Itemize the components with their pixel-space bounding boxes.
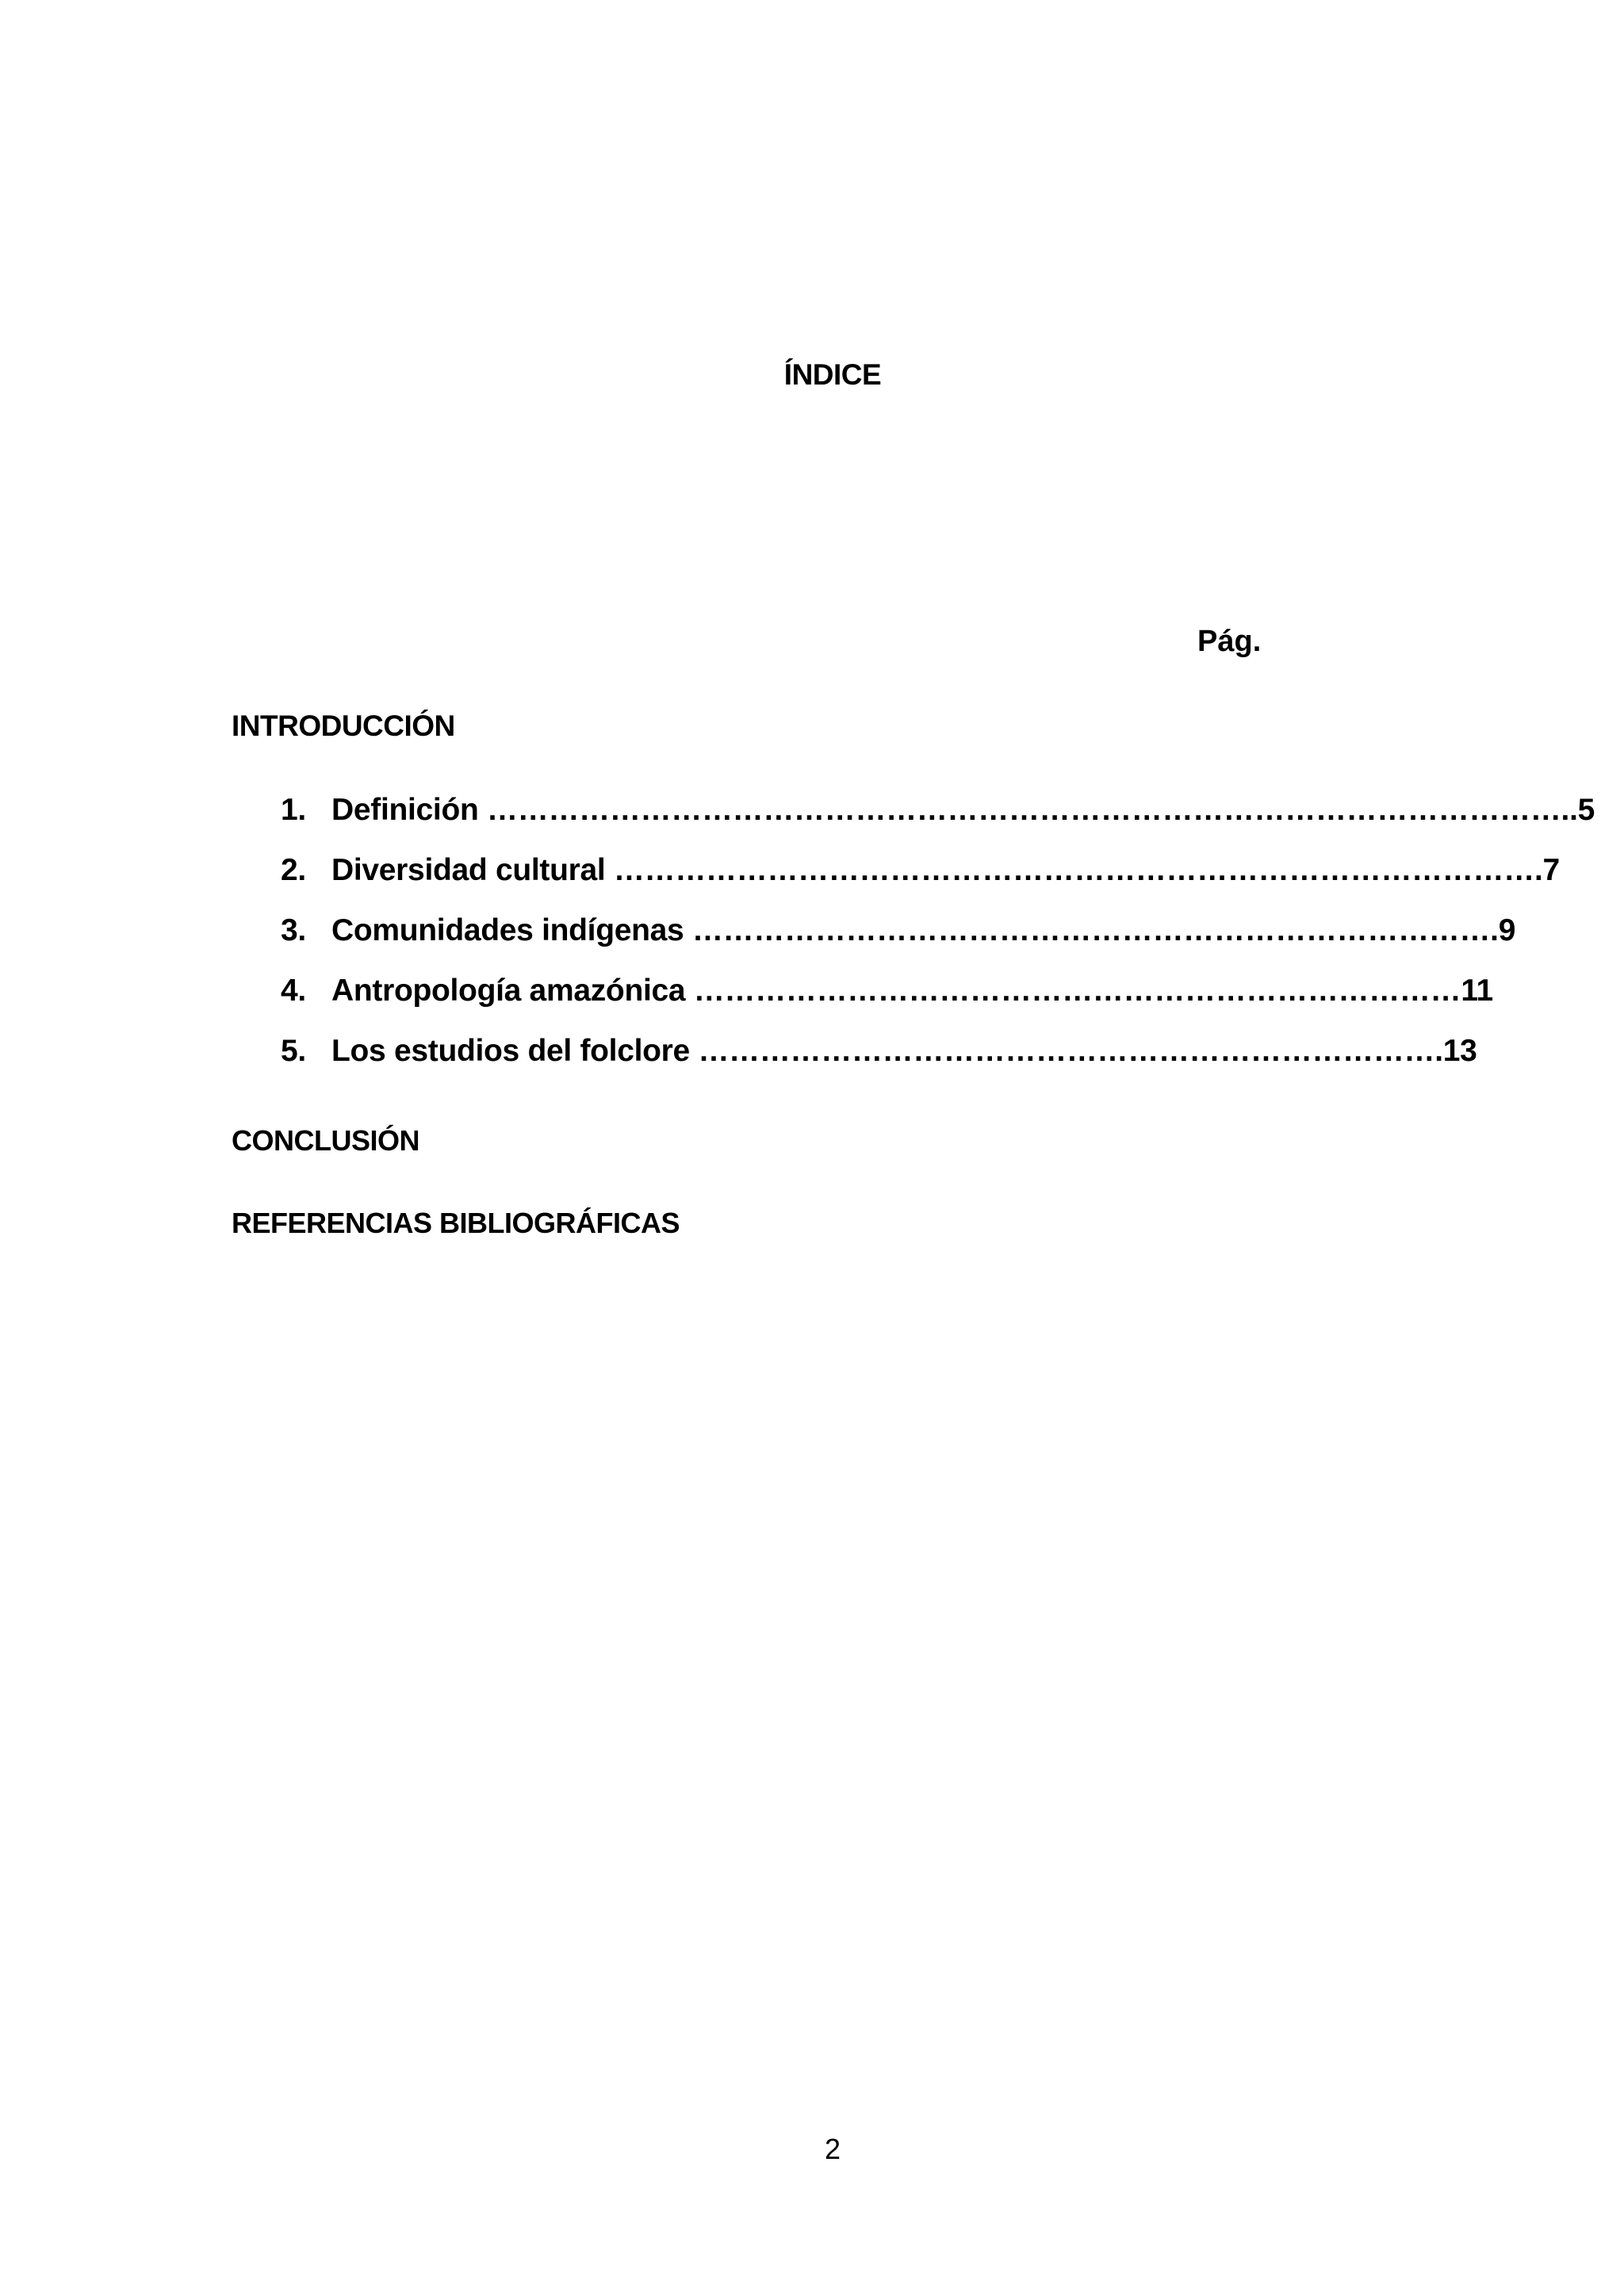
toc-references: REFERENCIAS BIBLIOGRÁFICAS	[232, 1207, 680, 1239]
toc-list	[281, 793, 1595, 1094]
toc-introduction: INTRODUCCIÓN	[232, 710, 455, 742]
toc-item-number: 5.	[281, 1034, 306, 1068]
toc-item-text: Diversidad cultural ……………………………………………………………………………….7	[331, 853, 1560, 887]
toc-item-number: 3.	[281, 913, 306, 947]
toc-item	[281, 974, 1595, 1034]
toc-item-number: 1.	[281, 793, 306, 827]
toc-item-text: Antropología amazónica …………………………………………………………………11	[331, 974, 1493, 1008]
toc-item-text: Los estudios del folclore ……………………………………………………………….13	[331, 1034, 1477, 1068]
toc-item-number: 2.	[281, 853, 306, 887]
index-title: ÍNDICE	[783, 358, 882, 391]
toc-item-number: 4.	[281, 974, 306, 1008]
toc-conclusion: CONCLUSIÓN	[232, 1124, 419, 1157]
toc-item	[281, 853, 1595, 913]
page-column-label: Pág.	[1197, 625, 1262, 658]
toc-item-text: Comunidades indígenas …………………………………………………………………….9	[331, 913, 1516, 947]
page-number: 2	[824, 2133, 841, 2165]
toc-item	[281, 793, 1595, 853]
toc-item	[281, 913, 1595, 974]
toc-item	[281, 1034, 1595, 1094]
toc-item-text: Definición ……………………………………………………………………………………………..5	[331, 793, 1595, 827]
